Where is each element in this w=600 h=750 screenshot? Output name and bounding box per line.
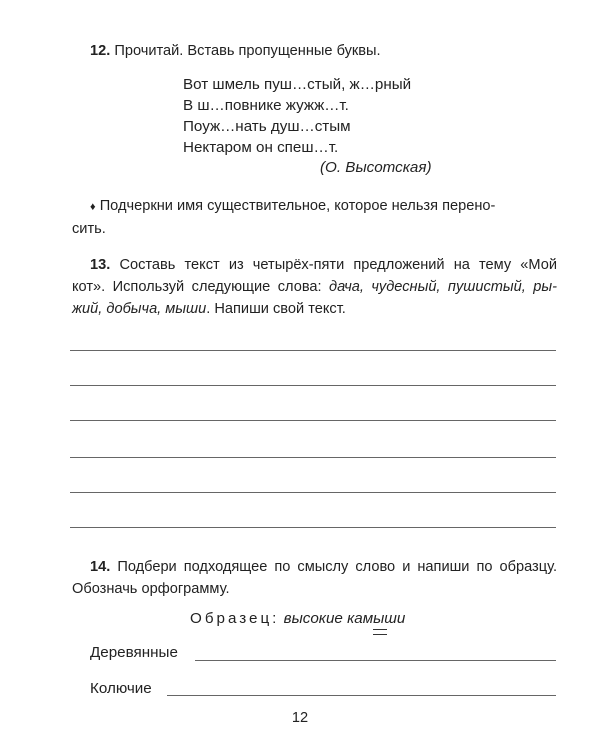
poem-line: Поуж…нать душ…стым [183, 118, 351, 135]
answer-line[interactable] [70, 457, 556, 458]
task-number: 12. [90, 43, 111, 59]
task12-heading [90, 40, 570, 62]
poem [183, 74, 483, 158]
poem-author: (О. Высотская) [320, 159, 432, 176]
answer-line[interactable] [195, 660, 556, 661]
answer-line[interactable] [70, 385, 556, 386]
subtask-underline: ♦ Подчеркни имя существительное, которое нельзя перено- сить. [72, 198, 496, 237]
task14-text: 14. Подбери подходящее по смыслу слово и напиши по образцу. Обозначь орфограмму. [72, 559, 557, 597]
answer-line[interactable] [70, 350, 556, 351]
task13-text: 13. Составь текст из четырёх-пяти предложений на тему «Мой кот». Используй следующие слова: дача, чудесный, пушистый, ры- жий, добыча, мыши. Напиши свой текст. [72, 257, 557, 317]
poem-line: Вот шмель пуш…стый, ж…рный [183, 76, 412, 93]
sample-label: Образец: [190, 610, 280, 627]
poem-line: Нектаром он спеш…т. [183, 139, 339, 156]
answer-line[interactable] [70, 420, 556, 421]
answer-line[interactable] [70, 492, 556, 493]
page-number: 12 [291, 710, 309, 726]
spelling-double-underline [373, 629, 387, 635]
exercise-item-label: Колючие [90, 680, 152, 697]
answer-line[interactable] [70, 527, 556, 528]
keyword-list: дача, чудесный, пушистый, ры- [329, 279, 557, 295]
sample [190, 608, 405, 629]
diamond-bullet-icon: ♦ [90, 201, 96, 213]
keyword-list: жий, добыча, мыши [72, 301, 207, 317]
task-number: 14. [90, 559, 111, 575]
sample-word: камыши [347, 610, 405, 627]
poem-line: В ш…повнике жужж…т. [183, 97, 349, 114]
exercise-item-label: Деревянные [90, 644, 178, 661]
task-number: 13. [90, 257, 111, 273]
task-instruction: Прочитай. Вставь пропущенные буквы. [114, 43, 381, 59]
sample-word: высокие [283, 610, 348, 627]
answer-line[interactable] [167, 695, 556, 696]
